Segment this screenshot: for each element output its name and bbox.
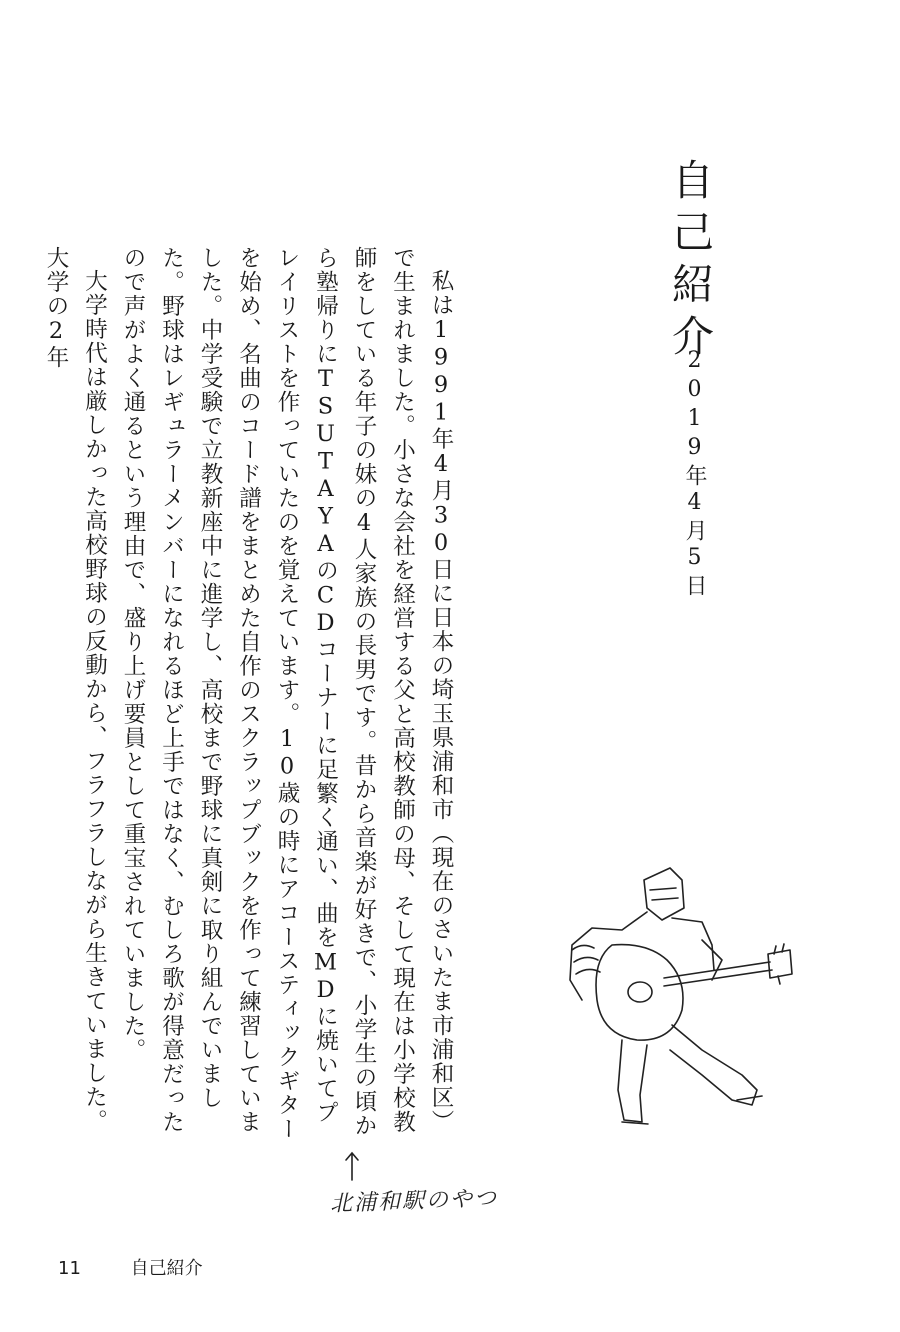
page-title: 自己紹介 [666,158,715,366]
body-text [43,246,460,1146]
handwritten-annotation: 北浦和駅のやつ [329,1186,499,1217]
guitar-player-sketch-icon [552,850,802,1140]
body-paragraph: 大学時代は厳しかった高校野球の反動から、フラフラしながら生きていました。大学の2年 [43,246,108,1133]
footer [58,1254,203,1280]
date: 2019年4月5日 [682,348,707,600]
body-paragraph: 私は1991年4月30日に日本の埼玉県浦和市（現在のさいたま市浦和区）で生まれました。小さな会社を経営する父と高校教師の母、そして現在は小学校教師をしている年子の妹の4人家族の長男です。昔から音楽が好きで、小学生の頃から塾帰りにTSUTAYAのCDコーナーに足繁く通い、曲をMDに焼いてプレイリストを作っていたのを覚えています。10歳の時にアコースティックギターを始め、名曲のコード譜をまとめた自作のスクラップブックを作って練習していました。中学受験で立教新座中に進学し、高校まで野球に真剣に取り組んでいました。野球はレギュラーメンバーになれるほど上手ではなく、むしろ歌が得意だったので声がよく通るという理由で、盛り上げ要員として重宝されていました。 [120,246,454,1141]
running-title: 自己紹介 [130,1258,203,1279]
arrow-up-icon [340,1150,364,1182]
page-number: 11 [58,1258,81,1279]
